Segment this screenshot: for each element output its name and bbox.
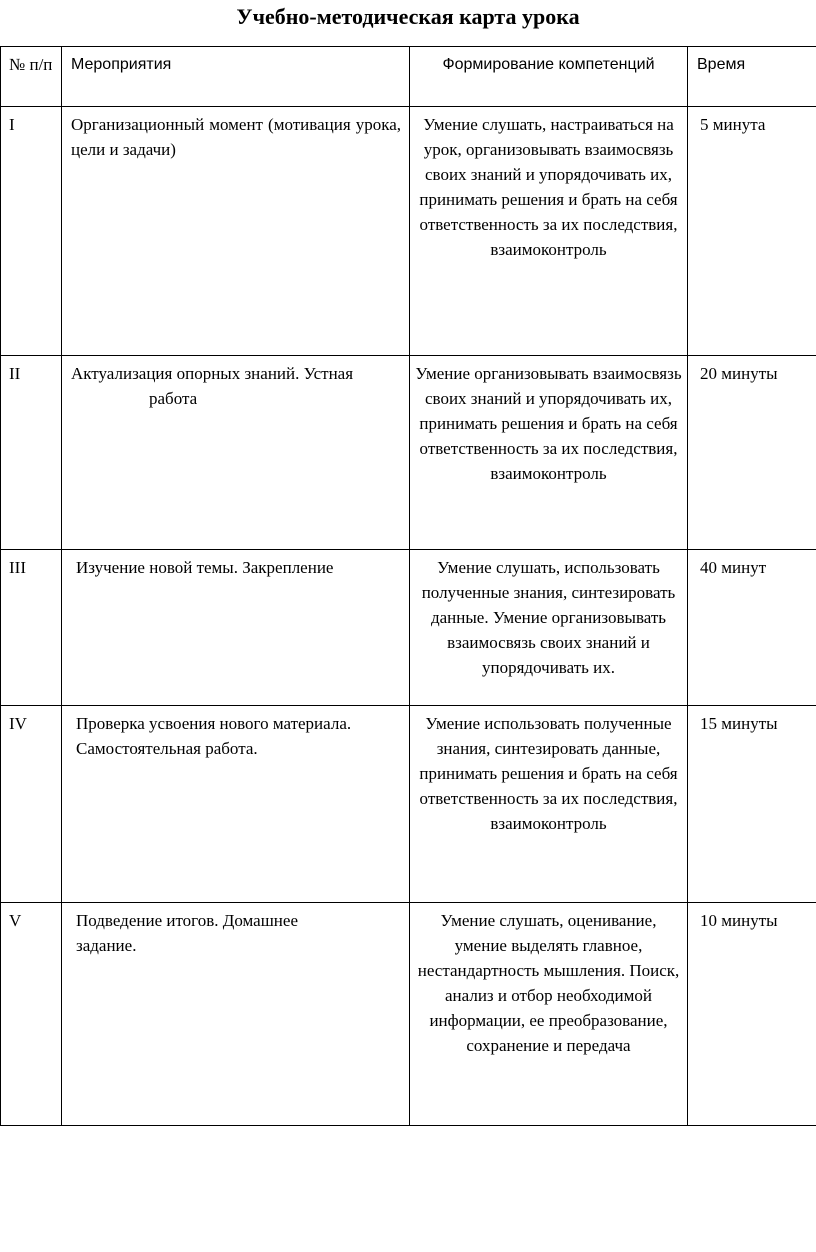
header-time: Время — [688, 47, 816, 107]
header-events: Мероприятия — [62, 47, 410, 107]
row-event: Проверка усвоения нового материала. Самостоятельная работа. — [62, 706, 410, 903]
table-row — [1, 356, 816, 550]
row-competencies: Умение слушать, оценивание, умение выделять главное, нестандартность мышления. Поиск, анализ и отбор необходимой информации, ее преобразование, сохранение и передача — [410, 903, 688, 1126]
row-time: 10 минуты — [688, 903, 816, 1126]
lesson-plan-table — [0, 46, 816, 1126]
header-num: № п/п — [1, 47, 62, 107]
row-num: III — [1, 550, 62, 706]
row-num: V — [1, 903, 62, 1126]
row-competencies: Умение слушать, использовать полученные знания, синтезировать данные. Умение организовывать взаимосвязь своих знаний и упорядочивать их. — [410, 550, 688, 706]
page-title: Учебно-методическая карта урока — [236, 4, 580, 29]
row-event: Изучение новой темы. Закрепление — [62, 550, 410, 706]
row-time: 15 минуты — [688, 706, 816, 903]
row-event — [62, 356, 410, 550]
row-num: I — [1, 107, 62, 356]
row-time: 5 минута — [688, 107, 816, 356]
row-time: 40 минут — [688, 550, 816, 706]
row-event-line2: работа — [149, 389, 198, 408]
row-competencies: Умение использовать полученные знания, синтезировать данные, принимать решения и брать на себя ответственность за их последствия, взаимоконтроль — [410, 706, 688, 903]
row-competencies: Умение организовывать взаимосвязь своих знаний и упорядочивать их, принимать решения и брать на себя ответственность за их последствия, взаимоконтроль — [410, 356, 688, 550]
table-row — [1, 107, 816, 356]
row-num: II — [1, 356, 62, 550]
header-competencies: Формирование компетенций — [410, 47, 688, 107]
row-num: IV — [1, 706, 62, 903]
row-event: Организационный момент (мотивация урока, цели и задачи) — [62, 107, 410, 356]
row-competencies: Умение слушать, настраиваться на урок, организовывать взаимосвязь своих знаний и упорядочивать их, принимать решения и брать на себя ответственность за их последствия, взаимоконтроль — [410, 107, 688, 356]
table-row — [1, 706, 816, 903]
row-time: 20 минуты — [688, 356, 816, 550]
table-header-row — [1, 47, 816, 107]
table-row — [1, 550, 816, 706]
row-event: Подведение итогов. Домашнее задание. — [62, 903, 410, 1126]
row-event-line1: Актуализация опорных знаний. Устная — [71, 364, 354, 383]
table-row — [1, 903, 816, 1126]
